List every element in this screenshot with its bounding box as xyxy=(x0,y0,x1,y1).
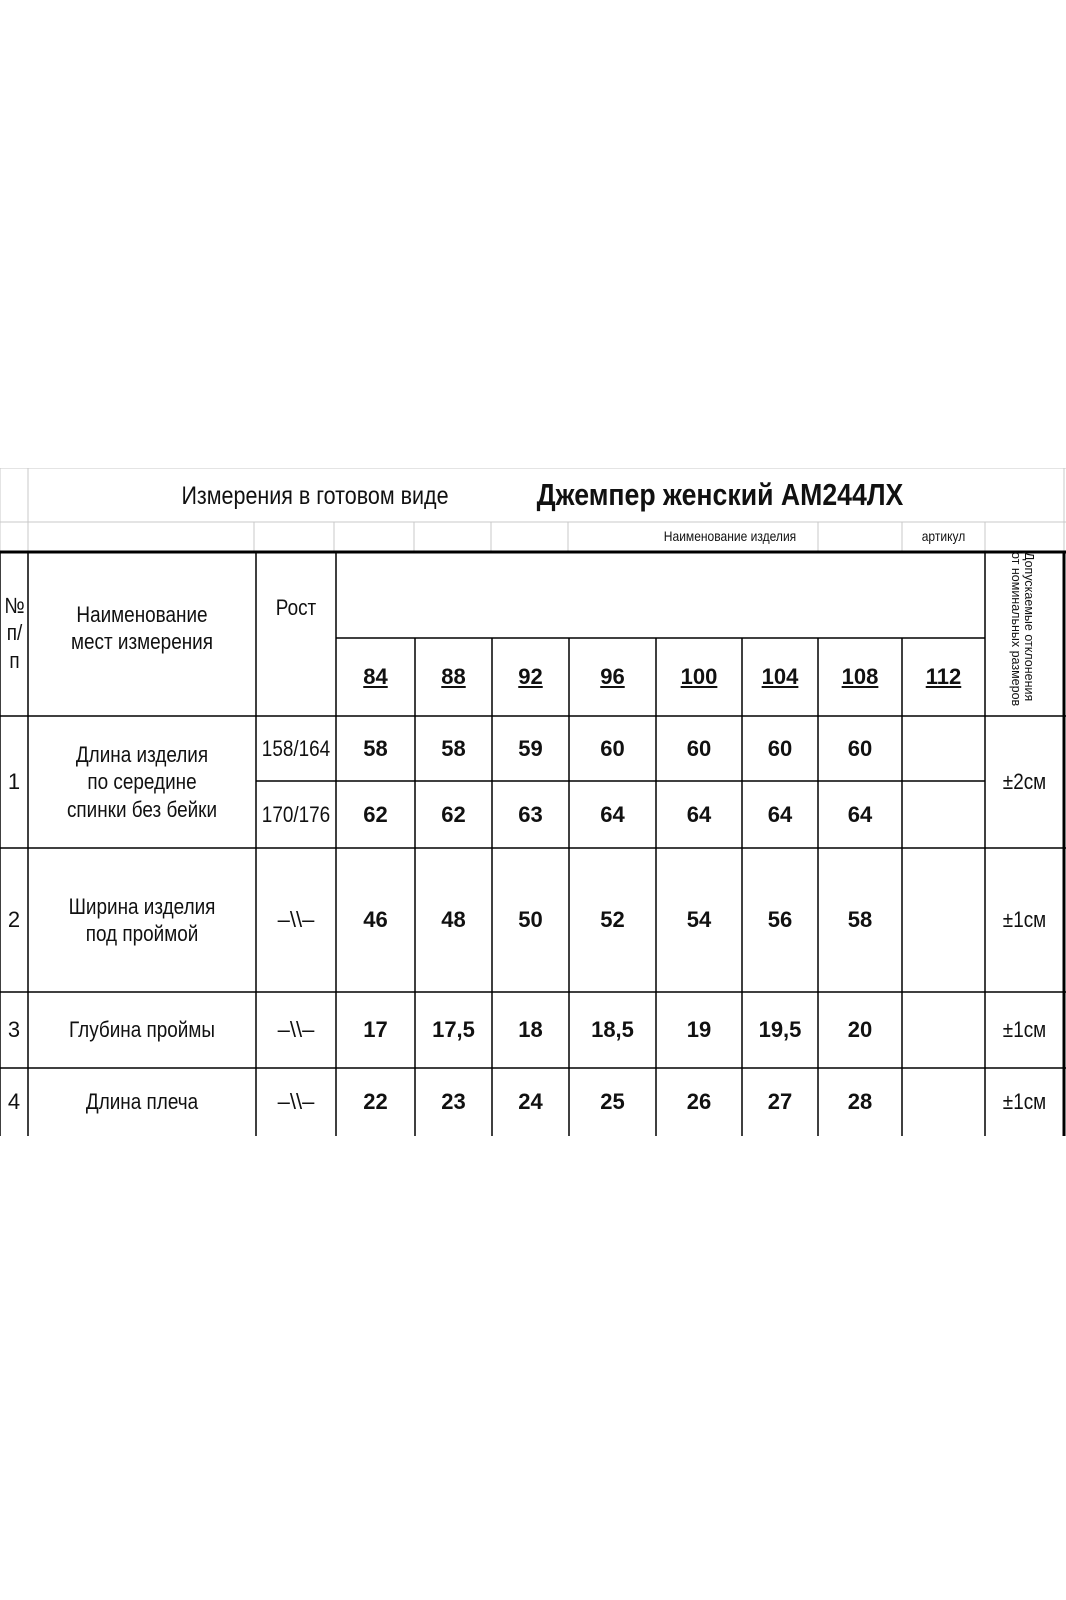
row-3-value: 18,5 xyxy=(591,1017,634,1043)
row-1b-rost: 170/176 xyxy=(261,801,331,827)
size-header-84: 84 xyxy=(363,664,388,690)
row-2-value: 52 xyxy=(600,907,625,933)
row-4-value: 22 xyxy=(363,1089,388,1115)
row-2-tolerance: ±1см xyxy=(1002,907,1047,933)
size-header-88: 88 xyxy=(441,664,466,690)
size-header-100: 100 xyxy=(680,664,718,690)
row-2-value: 50 xyxy=(518,907,543,933)
row-4-value: 25 xyxy=(600,1089,625,1115)
size-header-96: 96 xyxy=(600,664,625,690)
row-3-value: 19 xyxy=(686,1017,712,1043)
row-4-value: 23 xyxy=(441,1089,466,1115)
row-1-label: Длина изделия по середине спинки без бейки xyxy=(66,741,218,822)
row-1a-value: 60 xyxy=(847,735,873,761)
row-1a-rost: 158/164 xyxy=(261,735,331,761)
size-header-108: 108 xyxy=(841,664,879,690)
row-3-number: 3 xyxy=(7,1017,21,1043)
tolerance-column-header-text: Допускаемые отклонения от номинальных размеров xyxy=(1009,552,1036,707)
row-3-rost: –\\– xyxy=(277,1017,315,1043)
row-2-label: Ширина изделия под проймой xyxy=(68,893,216,946)
row-4-value: 24 xyxy=(518,1089,543,1115)
row-1-number: 1 xyxy=(7,769,21,795)
size-header-104: 104 xyxy=(761,664,799,690)
row-1b-value: 64 xyxy=(686,801,712,827)
size-chart-sheet xyxy=(0,468,1066,1136)
row-1a-value: 60 xyxy=(686,735,712,761)
row-1a-value: 59 xyxy=(518,735,543,761)
row-4-number: 4 xyxy=(7,1089,21,1115)
rost-column-header: Рост xyxy=(275,595,317,621)
row-1a-value xyxy=(902,716,985,781)
row-2-value: 48 xyxy=(441,907,466,933)
measurements-title: Измерения в готовом виде xyxy=(181,482,449,511)
size-header-112: 112 xyxy=(925,664,962,690)
row-2-rost: –\\– xyxy=(277,907,315,933)
row-1b-value: 63 xyxy=(518,801,543,827)
place-column-header: Наименование мест измерения xyxy=(70,601,213,654)
row-4-tolerance: ±1см xyxy=(1002,1089,1047,1115)
row-4-value: 28 xyxy=(847,1089,873,1115)
row-3-value: 18 xyxy=(518,1017,543,1043)
number-column-header: № п/ п xyxy=(4,592,25,673)
row-4-value: 26 xyxy=(686,1089,712,1115)
row-4-label: Длина плеча xyxy=(85,1089,199,1115)
row-3-value: 19,5 xyxy=(758,1017,802,1043)
row-2-value: 56 xyxy=(767,907,793,933)
row-3-tolerance: ±1см xyxy=(1002,1017,1047,1043)
row-2-number: 2 xyxy=(7,907,21,933)
row-3-value: 17 xyxy=(363,1017,388,1043)
tolerance-column-header xyxy=(978,552,1066,712)
row-4-rost: –\\– xyxy=(277,1089,315,1115)
product-name-caption: Наименование изделия xyxy=(663,528,797,545)
row-1b-value: 64 xyxy=(847,801,873,827)
row-1a-value: 58 xyxy=(363,735,388,761)
row-1b-value: 62 xyxy=(441,801,466,827)
row-1b-value: 64 xyxy=(767,801,793,827)
row-2-value: 54 xyxy=(686,907,712,933)
row-1-tolerance: ±2см xyxy=(1002,769,1047,795)
article-caption: артикул xyxy=(921,528,966,545)
row-1b-value xyxy=(902,781,985,848)
row-4-value xyxy=(902,1068,985,1136)
row-3-label: Глубина проймы xyxy=(68,1017,215,1043)
row-2-value xyxy=(902,848,985,992)
product-title: Джемпер женский АМ244ЛХ xyxy=(536,476,904,512)
row-1a-value: 60 xyxy=(600,735,625,761)
size-header-92: 92 xyxy=(518,664,543,690)
row-1a-value: 60 xyxy=(767,735,793,761)
row-3-value: 17,5 xyxy=(432,1017,475,1043)
row-4-value: 27 xyxy=(767,1089,793,1115)
row-3-value: 20 xyxy=(847,1017,873,1043)
row-1a-value: 58 xyxy=(441,735,466,761)
row-3-value xyxy=(902,992,985,1068)
row-2-value: 58 xyxy=(847,907,873,933)
row-2-value: 46 xyxy=(363,907,388,933)
row-1b-value: 64 xyxy=(600,801,625,827)
row-1b-value: 62 xyxy=(363,801,388,827)
